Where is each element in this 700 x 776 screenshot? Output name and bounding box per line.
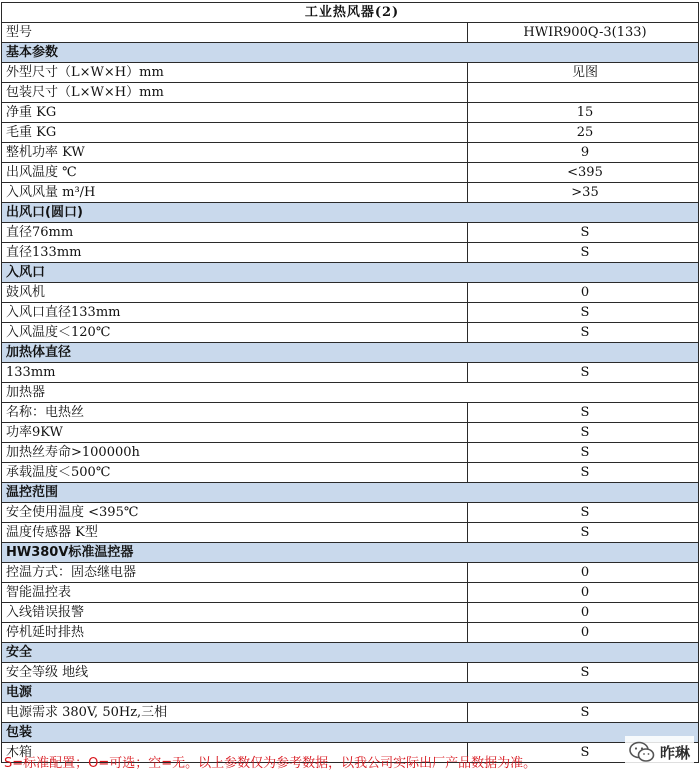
param-value [468,83,699,103]
table-row [2,583,699,603]
section-header: 加热体直径 [2,343,699,363]
table-row [2,283,699,303]
table-title: 工业热风器(2) [2,3,699,23]
param-value: 0 [468,563,699,583]
footer-note: S=标准配置；O=可选；空=无。以上参数仅为参考数据，以我公司实际出厂产品数据为准。 [4,756,537,771]
section-header: HW380V标准温控器 [2,543,699,563]
param-value: 25 [468,123,699,143]
param-value: S [468,663,699,683]
table-row [2,623,699,643]
param-value: S [468,403,699,423]
section-header-row [2,343,699,363]
section-header: 电源 [2,683,699,703]
table-row [2,463,699,483]
section-header-row [2,263,699,283]
section-header: 入风口 [2,263,699,283]
param-label: 直径76mm [2,223,468,243]
param-value: S [468,523,699,543]
param-value: S [468,223,699,243]
param-label: 入风口直径133mm [2,303,468,323]
section-header: 安全 [2,643,699,663]
section-header: 温控范围 [2,483,699,503]
param-value: 9 [468,143,699,163]
section-header-row [2,483,699,503]
table-row [2,303,699,323]
param-value: S [468,463,699,483]
table-row [2,523,699,543]
table-row [2,223,699,243]
param-value: 0 [468,583,699,603]
param-value: S [468,423,699,443]
section-header-row [2,543,699,563]
table-row [2,563,699,583]
param-value: 15 [468,103,699,123]
model-row [2,23,699,43]
table-row [2,143,699,163]
table-row [2,163,699,183]
table-row [2,423,699,443]
param-label: 整机功率 KW [2,143,468,163]
param-label: 功率9KW [2,423,468,443]
table-row [2,603,699,623]
table-row [2,323,699,343]
section-header: 包装 [2,723,699,743]
param-value: 0 [468,603,699,623]
param-label: 外型尺寸（L×W×H）mm [2,63,468,83]
section-header: 加热器 [2,383,699,403]
param-label: 包装尺寸（L×W×H）mm [2,83,468,103]
param-label: 电源需求 380V, 50Hz,三相 [2,703,468,723]
param-label: 加热丝寿命>100000h [2,443,468,463]
param-value: S [468,443,699,463]
param-value: 见图 [468,63,699,83]
param-value: 0 [468,623,699,643]
section-header-row [2,643,699,663]
table-row [2,403,699,423]
spec-table [1,2,699,763]
param-value: <395 [468,163,699,183]
table-row [2,443,699,463]
param-value: S [468,303,699,323]
param-label: 名称：电热丝 [2,403,468,423]
table-row [2,123,699,143]
param-value: 0 [468,283,699,303]
section-header-row [2,723,699,743]
section-header-row [2,43,699,63]
param-label: 木箱 [2,743,468,763]
param-label: 承载温度＜500℃ [2,463,468,483]
watermark-text: 昨琳 [659,743,690,762]
spec-table-body [2,3,699,763]
model-label: 型号 [2,23,468,43]
title-row [2,3,699,23]
section-header-row [2,203,699,223]
wechat-icon [629,741,655,763]
table-row [2,183,699,203]
param-label: 净重 KG [2,103,468,123]
param-label: 入风温度＜120℃ [2,323,468,343]
param-value: S [468,503,699,523]
param-value: >35 [468,183,699,203]
table-row [2,63,699,83]
param-label: 直径133mm [2,243,468,263]
param-value: S [468,243,699,263]
param-label: 安全使用温度 <395℃ [2,503,468,523]
param-label: 入线错误报警 [2,603,468,623]
param-label: 出风温度 ℃ [2,163,468,183]
param-label: 控温方式：固态继电器 [2,563,468,583]
table-row [2,83,699,103]
table-row [2,363,699,383]
param-label: 智能温控表 [2,583,468,603]
param-label: 安全等级 地线 [2,663,468,683]
param-label: 毛重 KG [2,123,468,143]
table-row [2,103,699,123]
param-label: 停机延时排热 [2,623,468,643]
param-label: 鼓风机 [2,283,468,303]
section-header-row [2,683,699,703]
section-header: 基本参数 [2,43,699,63]
param-value: S [468,703,699,723]
section-header: 出风口(圆口) [2,203,699,223]
table-row [2,663,699,683]
table-row [2,503,699,523]
section-header-row [2,383,699,403]
model-value: HWIR900Q-3(133) [468,23,699,43]
watermark [625,736,694,768]
param-label: 入风风量 m³/H [2,183,468,203]
param-value: S [468,323,699,343]
param-label: 温度传感器 K型 [2,523,468,543]
param-label: 133mm [2,363,468,383]
param-value: S [468,363,699,383]
param-value: S [468,743,699,763]
table-row [2,703,699,723]
table-row [2,243,699,263]
